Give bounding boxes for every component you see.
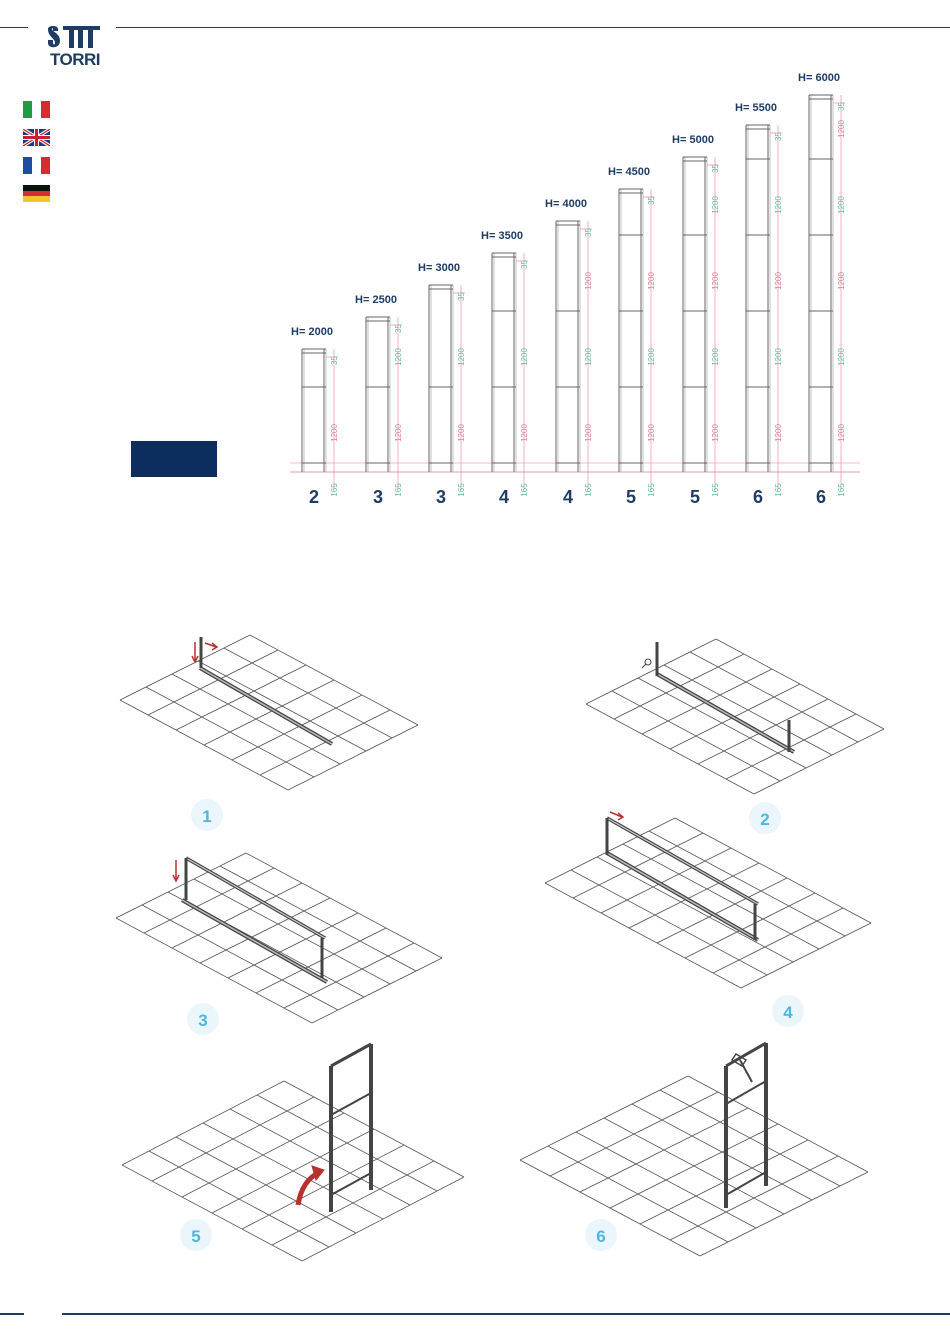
dim-mid: 1200	[520, 424, 529, 442]
dim-top-7: 35	[711, 164, 720, 173]
footer-rule	[62, 1313, 950, 1315]
dim-mid: 1200	[647, 272, 656, 290]
dim-top-8: 35	[774, 132, 783, 141]
shelf-count-7: 5	[689, 487, 701, 507]
dim-top-6: 35	[647, 196, 656, 205]
step-number-4: 4	[783, 1003, 793, 1022]
dim-mid: 1200	[774, 348, 783, 366]
step-number-2: 2	[760, 810, 770, 829]
height-label-2: H= 2500	[355, 294, 397, 306]
dim-mid: 1200	[647, 424, 656, 442]
height-label-6: H= 4500	[608, 166, 650, 178]
height-label-4: H= 3500	[481, 230, 523, 242]
step-number-3: 3	[198, 1011, 208, 1030]
dim-mid: 1200	[584, 424, 593, 442]
step-number-5: 5	[191, 1227, 201, 1246]
dim-mid: 1200	[457, 424, 466, 442]
dim-mid: 1200	[394, 348, 403, 366]
dim-mid: 1200	[394, 424, 403, 442]
frame-2	[366, 317, 402, 490]
frame-3	[429, 285, 465, 490]
dim-top-2: 35	[394, 324, 403, 333]
step3-parts	[173, 858, 327, 982]
dim-mid: 1200	[711, 196, 720, 214]
grid-step-4	[545, 818, 871, 988]
dim-bottom-2: 165	[394, 483, 403, 497]
frame-6	[619, 189, 655, 490]
dim-mid: 1200	[774, 424, 783, 442]
dim-mid: 1200	[520, 348, 529, 366]
height-label-3: H= 3000	[418, 262, 460, 274]
step-number-6: 6	[596, 1227, 606, 1246]
height-label-7: H= 5000	[672, 134, 714, 146]
height-label-5: H= 4000	[545, 198, 587, 210]
dim-mid: 1200	[584, 272, 593, 290]
dim-mid: 1200	[711, 272, 720, 290]
dim-bottom-8: 165	[774, 483, 783, 497]
dim-mid: 1200	[330, 424, 339, 442]
dim-top-5: 35	[584, 228, 593, 237]
height-label-1: H= 2000	[291, 326, 333, 338]
dim-mid: 1200	[837, 120, 846, 138]
shelf-count-4: 4	[498, 487, 510, 507]
dim-mid: 1200	[837, 272, 846, 290]
dim-mid: 1200	[774, 272, 783, 290]
dim-mid: 1200	[837, 348, 846, 366]
dim-bottom-3: 165	[457, 483, 466, 497]
dim-mid: 1200	[711, 348, 720, 366]
step6-parts	[726, 1043, 766, 1208]
dim-top-1: 35	[330, 356, 339, 365]
step2-parts	[642, 642, 794, 752]
footer-rule-left	[0, 1313, 24, 1315]
dim-mid: 1200	[647, 348, 656, 366]
shelf-count-5: 4	[562, 487, 574, 507]
dim-mid: 1200	[457, 348, 466, 366]
dim-top-9: 35	[837, 102, 846, 111]
shelf-count-8: 6	[752, 487, 764, 507]
frame-heights-diagram	[0, 0, 950, 520]
dim-bottom-5: 165	[584, 483, 593, 497]
dim-bottom-9: 165	[837, 483, 846, 497]
grid-step-3	[116, 853, 442, 1023]
grid-step-6	[520, 1076, 868, 1256]
height-label-9: H= 6000	[798, 72, 840, 84]
dim-top-3: 35	[457, 292, 466, 301]
shelf-count-6: 5	[625, 487, 637, 507]
dim-mid: 1200	[584, 348, 593, 366]
frame-4	[492, 253, 528, 490]
dim-bottom-1: 165	[330, 483, 339, 497]
assembly-steps	[0, 560, 950, 1300]
height-label-8: H= 5500	[735, 102, 777, 114]
shelf-count-9: 6	[815, 487, 827, 507]
frame-1	[302, 349, 338, 490]
step5-parts	[298, 1044, 371, 1212]
dim-mid: 1200	[711, 424, 720, 442]
dim-bottom-6: 165	[647, 483, 656, 497]
dim-top-4: 35	[520, 260, 529, 269]
step1-parts	[192, 637, 332, 744]
shelf-count-1: 2	[308, 487, 320, 507]
shelf-count-2: 3	[372, 487, 384, 507]
dim-bottom-4: 165	[520, 483, 529, 497]
dim-mid: 1200	[837, 424, 846, 442]
grid-step-1	[120, 635, 418, 790]
grid-step-5	[122, 1081, 464, 1261]
dim-mid: 1200	[774, 196, 783, 214]
dim-mid: 1200	[837, 196, 846, 214]
shelf-count-3: 3	[435, 487, 447, 507]
dim-bottom-7: 165	[711, 483, 720, 497]
step-number-1: 1	[202, 807, 212, 826]
brand-name: TORRI	[49, 50, 101, 69]
